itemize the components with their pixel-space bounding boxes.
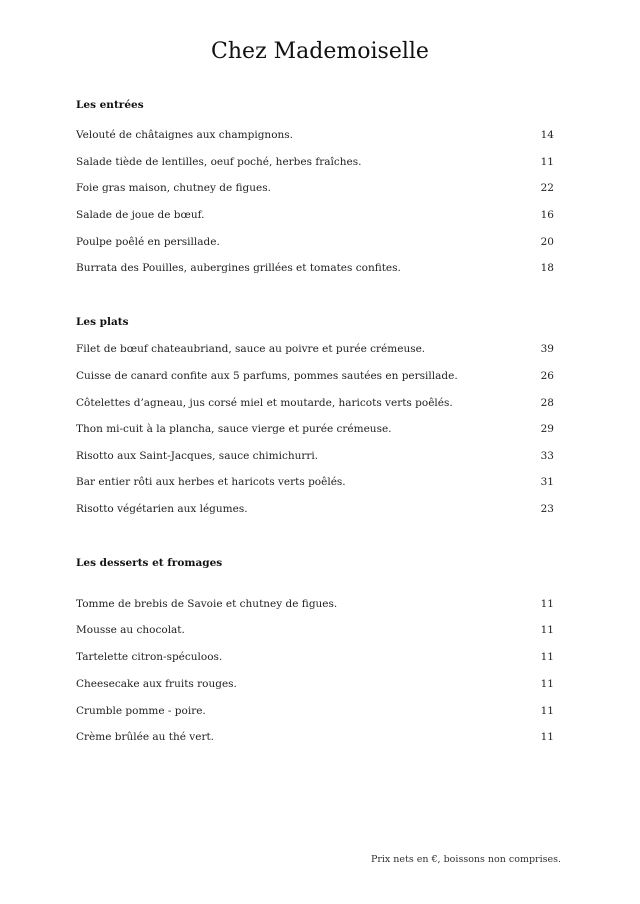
menu-item-price: 11 [540,624,554,636]
menu-item-price: 11 [540,705,554,717]
section-heading-plats: Les plats [76,316,129,328]
menu-item-name: Cheesecake aux fruits rouges. [76,678,237,690]
menu-item [76,729,554,745]
menu-item-price: 11 [540,731,554,743]
menu-item-price: 11 [540,651,554,663]
menu-item-price: 11 [540,678,554,690]
menu-item-price: 11 [540,156,554,168]
menu-item-name: Crème brûlée au thé vert. [76,731,215,743]
menu-item-price: 29 [540,423,554,435]
menu-item-name: Foie gras maison, chutney de figues. [76,182,271,194]
footer-note: Prix nets en €, boissons non comprises. [370,854,561,865]
menu-item [76,207,554,223]
menu-item [76,260,554,276]
menu-item [76,703,554,719]
menu-item-name: Burrata des Pouilles, aubergines grillées et tomates confites. [76,262,401,274]
menu-item-price: 14 [540,129,554,141]
menu-item [76,368,554,384]
menu-item [76,448,554,464]
menu-item-price: 22 [540,182,554,194]
restaurant-title: Chez Mademoiselle [211,39,429,64]
menu-item-name: Velouté de châtaignes aux champignons. [76,129,293,141]
menu-item [76,180,554,196]
menu-item-price: 26 [540,370,554,382]
menu-item-price: 28 [540,397,554,409]
menu-item-price: 23 [540,503,554,515]
menu-item [76,154,554,170]
section-heading-desserts: Les desserts et fromages [76,557,223,569]
menu-item-name: Salade tiède de lentilles, oeuf poché, herbes fraîches. [76,156,362,168]
menu-item-name: Risotto végétarien aux légumes. [76,503,248,515]
menu-item-price: 20 [540,236,554,248]
menu-item [76,596,554,612]
menu-item-name: Crumble pomme - poire. [76,705,206,717]
menu-item [76,622,554,638]
menu-item [76,474,554,490]
menu-item [76,127,554,143]
menu-item-price: 31 [540,476,554,488]
menu-item-name: Mousse au chocolat. [76,624,185,636]
menu-item-price: 18 [540,262,554,274]
section-heading-entrees: Les entrées [76,99,144,111]
menu-item-name: Filet de bœuf chateaubriand, sauce au poivre et purée crémeuse. [76,343,426,355]
menu-item-name: Côtelettes d’agneau, jus corsé miel et moutarde, haricots verts poêlés. [76,397,453,409]
menu-item [76,395,554,411]
menu-item-name: Bar entier rôti aux herbes et haricots verts poêlés. [76,476,346,488]
menu-item [76,676,554,692]
menu-item-name: Salade de joue de bœuf. [76,209,205,221]
menu-item [76,421,554,437]
menu-item [76,501,554,517]
menu-item [76,649,554,665]
menu-item [76,234,554,250]
menu-item-price: 33 [540,450,554,462]
menu-item-name: Tomme de brebis de Savoie et chutney de figues. [76,598,338,610]
menu-item-price: 16 [540,209,554,221]
menu-item-name: Cuisse de canard confite aux 5 parfums, pommes sautées en persillade. [76,370,458,382]
menu-item [76,341,554,357]
menu-item-name: Poulpe poêlé en persillade. [76,236,220,248]
menu-item-name: Risotto aux Saint-Jacques, sauce chimichurri. [76,450,319,462]
menu-item-name: Thon mi-cuit à la plancha, sauce vierge et purée crémeuse. [76,423,392,435]
menu-item-price: 11 [540,598,554,610]
menu-item-price: 39 [540,343,554,355]
menu-item-name: Tartelette citron-spéculoos. [76,651,223,663]
